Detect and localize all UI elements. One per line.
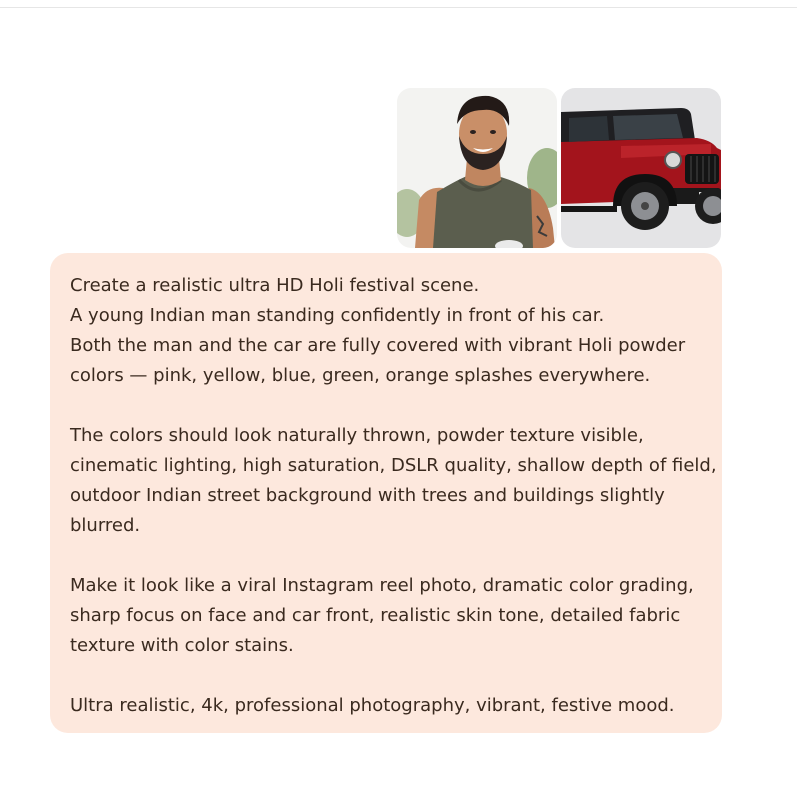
message-line: outdoor Indian street background with trees and buildings slightly [70, 485, 665, 506]
message-line: Create a realistic ultra HD Holi festival scene. [70, 275, 480, 296]
message-line: Both the man and the car are fully covered with vibrant Holi powder [70, 335, 686, 356]
message-line: The colors should look naturally thrown, powder texture visible, [70, 425, 644, 446]
attachment-car-photo[interactable] [561, 88, 721, 248]
top-divider [0, 7, 797, 8]
message-paragraph-2 [70, 421, 717, 541]
person-photo-icon [397, 88, 557, 248]
attachment-row [397, 88, 721, 248]
message-line: Make it look like a viral Instagram reel photo, dramatic color grading, [70, 575, 694, 596]
red-suv-photo-icon [561, 88, 721, 248]
message-paragraph-1 [70, 271, 702, 391]
user-message-bubble [50, 253, 722, 733]
message-line: colors — pink, yellow, blue, green, orange splashes everywhere. [70, 365, 651, 386]
message-line: texture with color stains. [70, 635, 294, 656]
message-line: A young Indian man standing confidently in front of his car. [70, 305, 605, 326]
message-line: blurred. [70, 515, 141, 536]
attachment-person-photo[interactable] [397, 88, 557, 248]
message-paragraph-4 [70, 691, 702, 721]
message-line: Ultra realistic, 4k, professional photography, vibrant, festive mood. [70, 695, 675, 716]
message-line: cinematic lighting, high saturation, DSLR quality, shallow depth of field, [70, 455, 717, 476]
message-line: sharp focus on face and car front, realistic skin tone, detailed fabric [70, 605, 681, 626]
message-paragraph-3 [70, 571, 702, 661]
